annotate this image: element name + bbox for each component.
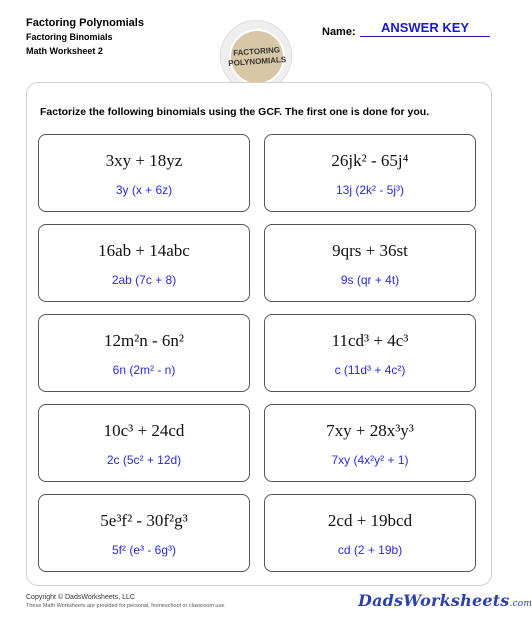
problem-expression: 7xy + 28x³y³ <box>326 421 414 440</box>
problem-expression: 2cd + 19bcd <box>327 511 413 530</box>
problem-card <box>264 134 476 212</box>
problem-answer: 2c (5c² + 12d) <box>106 453 182 467</box>
worksheet-subtitle: Factoring Binomials <box>26 32 113 42</box>
copyright: Copyright © DadsWorksheets, LLC <box>26 594 135 601</box>
footer <box>26 594 226 609</box>
site-logo <box>358 591 532 610</box>
problem-answer: 9s (qr + 4t) <box>340 273 400 287</box>
answer-key-label: ANSWER KEY <box>360 20 490 37</box>
problem-card <box>38 134 250 212</box>
worksheet-header <box>26 16 144 58</box>
problem-answer: 6n (2m² - n) <box>112 363 176 377</box>
problem-answer: 5f² (e³ - 6g³) <box>111 543 176 557</box>
problem-expression: 5e³f² - 30f²g³ <box>100 511 188 530</box>
problem-card <box>264 494 476 572</box>
worksheet-title: Factoring Polynomials <box>26 17 144 29</box>
problem-expression: 16ab + 14abc <box>98 241 190 260</box>
problem-card <box>264 224 476 302</box>
problem-answer: 2ab (7c + 8) <box>111 273 177 287</box>
problem-expression: 12m²n - 6n² <box>103 331 185 350</box>
logo-accent: Worksheets <box>403 591 510 610</box>
instructions: Factorize the following binomials using the GCF. The first one is done for you. <box>40 106 430 118</box>
problem-answer: 3y (x + 6z) <box>115 183 173 197</box>
usage-note: These Math Worksheets are provided for personal, homeschool or classroom use. <box>26 603 226 609</box>
problem-answer: cd (2 + 19b) <box>337 543 403 557</box>
problem-expression: 3xy + 18yz <box>105 151 183 170</box>
problem-card <box>38 224 250 302</box>
problem-answer: c (11d³ + 4c²) <box>334 363 406 377</box>
badge-line-2: POLYNOMIALS <box>228 54 287 68</box>
problem-card <box>264 404 476 482</box>
logo-domain: .com <box>509 599 532 609</box>
problem-expression: 10c³ + 24cd <box>103 421 185 440</box>
badge-line-1: FACTORING <box>232 45 281 58</box>
problem-card <box>264 314 476 392</box>
logo-text: Dads <box>358 591 404 610</box>
problem-card <box>38 404 250 482</box>
badge-image <box>229 29 285 85</box>
problem-expression: 11cd³ + 4c³ <box>331 331 409 350</box>
problem-card <box>38 494 250 572</box>
problem-answer: 7xy (4x²y² + 1) <box>331 453 409 467</box>
problem-expression: 9qrs + 36st <box>332 241 408 260</box>
worksheet-number: Math Worksheet 2 <box>26 46 103 56</box>
problem-expression: 26jk² - 65j⁴ <box>331 151 409 170</box>
name-label: Name: <box>322 26 356 38</box>
problem-answer: 13j (2k² - 5j³) <box>335 183 404 197</box>
problem-card <box>38 314 250 392</box>
